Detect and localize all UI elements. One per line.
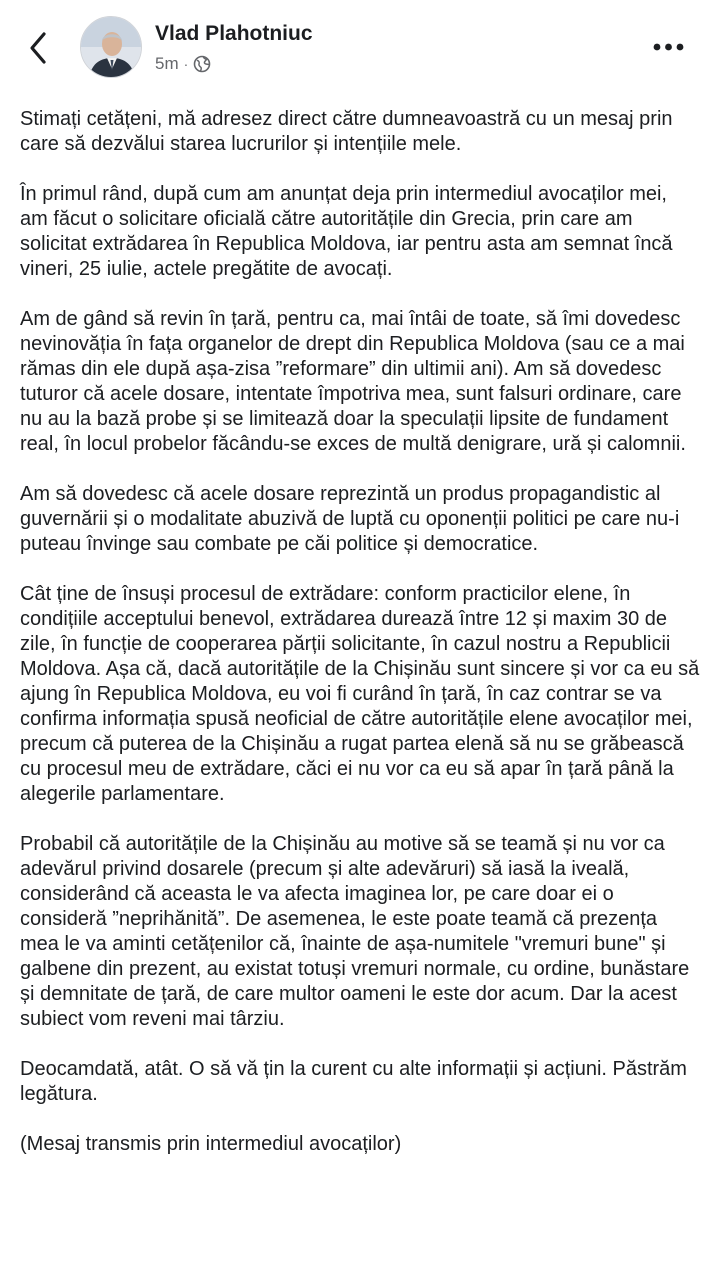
post-paragraph: Stimați cetățeni, mă adresez direct către dumneavoastră cu un mesaj prin care să dezvălui starea lucrurilor și intențiile mele.: [20, 108, 673, 155]
post-paragraph: Cât ține de însuși procesul de extrădare: conform practicilor elene, în condițiile acceptului benevol, extrădarea durează între 12 și maxim 30 de zile, în funcție de cooperarea părții solicitante, în cazul nostru a Republicii Moldova. Așa că, dacă autoritățile de la Chișinău sunt sincere și vor ca eu să ajung în Republica Moldova, eu voi fi curând în țară, în caz contrar se va confirma informația spusă neoficial de către autoritățile elene avocaților mei, precum că puterea de la Chișinău a rugat partea elenă să nu se grăbească cu procesul meu de extrădare, căci ei nu vor ca eu să apar în țară până la alegerile parlamentare.: [20, 583, 700, 805]
avatar[interactable]: [80, 16, 142, 78]
post-paragraph: Am de gând să revin în țară, pentru ca, mai întâi de toate, să îmi dovedesc nevinovăția în fața organelor de drept din Republica Moldova (sau ce a mai rămas din ele după așa-zisa ”reformare” din ultimii ani). Am să dovedesc tuturor că acele dosare, intentate împotriva mea, sunt falsuri ordinare, care nu au la bază probe și se limitează doar la speculații lipsite de fundament real, în locul probelor făcându-se exces de multă denigrare, ură și calomnii.: [20, 308, 686, 455]
post-paragraph: Probabil că autoritățile de la Chișinău au motive să se teamă și nu vor ca adevărul privind dosarele (precum și alte adevăruri) să iasă la iveală, considerând că aceasta le va afecta imaginea lor, pe care doar ei o consideră ”neprihănită”. De asemenea, le este poate teamă că prezența mea le va aminti cetățenilor că, înainte de așa-numitele "vremuri bune" și galbene din prezent, au existat totuși vremuri normale, cu ordine, bunăstare și demnitate de țară, de care multor oameni le este dor acum. Dar la acest subiect vom reveni mai târziu.: [20, 833, 690, 1030]
author-name[interactable]: Vlad Plahotniuc: [155, 22, 313, 45]
post-paragraph: (Mesaj transmis prin intermediul avocaților): [20, 1133, 402, 1155]
post-timestamp[interactable]: 5m: [155, 54, 179, 73]
more-options-button[interactable]: [648, 32, 688, 62]
post-body: [20, 107, 700, 1182]
more-options-icon: [648, 32, 688, 62]
post-paragraph: În primul rând, după cum am anunțat deja prin intermediul avocaților mei, am făcut o solicitare oficială către autoritățile din Grecia, prin care am solicitat extrădarea în Republica Moldova, iar pentru asta am semnat încă vineri, 25 iulie, actele pregătite de avocați.: [20, 183, 673, 280]
back-button[interactable]: [22, 28, 58, 68]
meta-separator: ·: [183, 56, 189, 72]
post-meta: [155, 53, 211, 75]
post-paragraph: Deocamdată, atât. O să vă țin la curent cu alte informații și acțiuni. Păstrăm legătura.: [20, 1058, 687, 1105]
profile-photo-icon: [81, 17, 142, 78]
post-paragraph: Am să dovedesc că acele dosare reprezintă un produs propagandistic al guvernării și o modalitate abuzivă de luptă cu oponenții politici pe care nu-i puteau învinge sau combate pe căi politice și democratice.: [20, 483, 680, 555]
post-header: [0, 0, 708, 100]
back-arrow-icon: [22, 28, 58, 68]
globe-icon: [193, 55, 211, 73]
